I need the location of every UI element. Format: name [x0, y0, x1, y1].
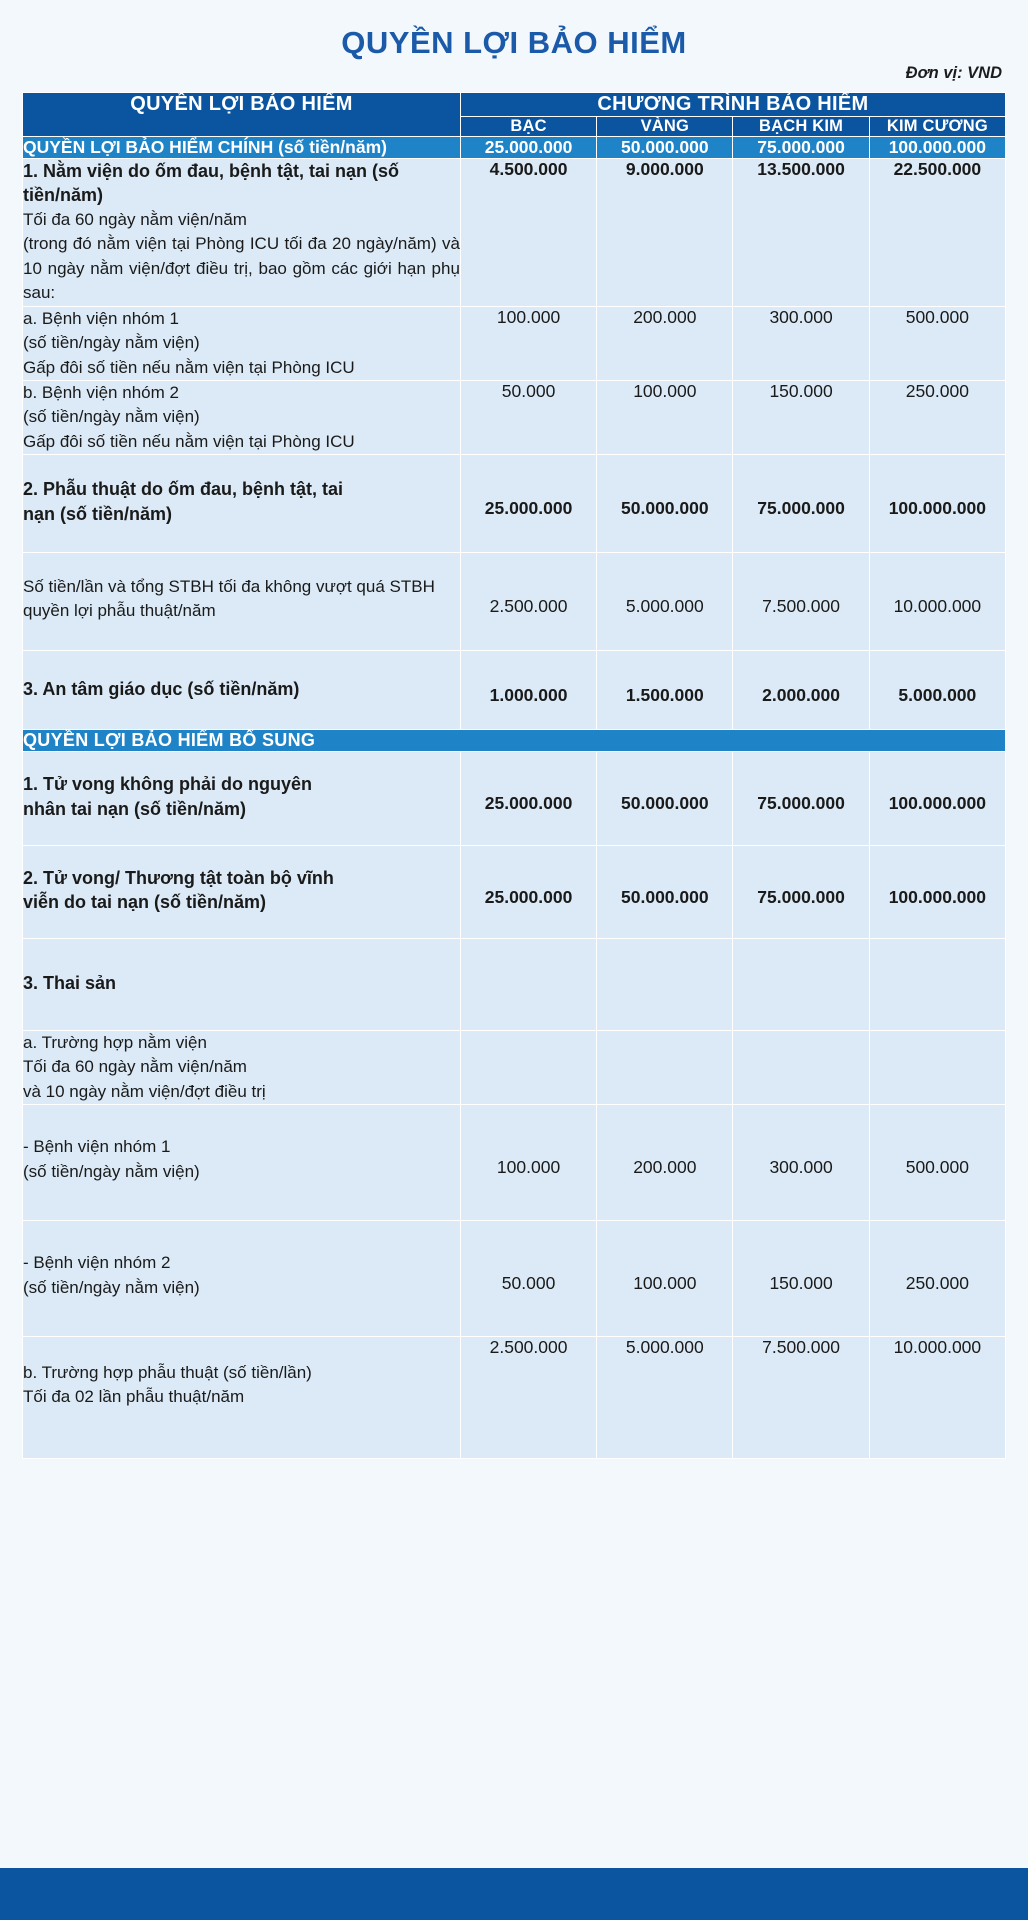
row-heading: 2. Phẫu thuật do ốm đau, bệnh tật, tai nạn (số tiền/năm) [23, 479, 344, 524]
row-detail-line: a. Bệnh viện nhóm 1 [23, 308, 179, 328]
row-value-vang: 50.000.000 [597, 752, 733, 846]
row-value-bach-kim: 7.500.000 [733, 552, 869, 650]
row-value-bach-kim: 7.500.000 [733, 1336, 869, 1458]
row-label [23, 650, 461, 729]
main-section-band-value-vang: 50.000.000 [597, 137, 733, 159]
benefits-table [22, 92, 1006, 1459]
row-value-vang: 100.000 [597, 380, 733, 454]
main-section-band-value-bach-kim: 75.000.000 [733, 137, 869, 159]
row-value-kim-cuong: 500.000 [869, 306, 1005, 380]
row-label [23, 1336, 461, 1458]
table-header-row-top [23, 93, 1006, 117]
row-value-bac [460, 939, 596, 1030]
header-program-group: CHƯƠNG TRÌNH BẢO HIỂM [460, 93, 1005, 117]
table-row [23, 159, 1006, 306]
header-plan-vang: VÀNG [597, 117, 733, 137]
row-label [23, 306, 461, 380]
table-row [23, 1105, 1006, 1221]
row-detail-line: a. Trường hợp nằm viện [23, 1032, 207, 1052]
table-row [23, 1030, 1006, 1104]
row-value-kim-cuong: 100.000.000 [869, 455, 1005, 553]
row-value-vang: 200.000 [597, 1105, 733, 1221]
row-value-vang [597, 939, 733, 1030]
unit-note: Đơn vị: VND [905, 64, 1002, 83]
row-value-bach-kim: 150.000 [733, 1221, 869, 1337]
row-value-vang: 1.500.000 [597, 650, 733, 729]
row-detail-line: Gấp đôi số tiền nếu nằm viện tại Phòng ICU [23, 357, 355, 377]
row-detail-line: Tối đa 60 ngày nằm viện/năm [23, 1057, 247, 1077]
row-value-vang: 9.000.000 [597, 159, 733, 306]
row-label [23, 1221, 461, 1337]
row-detail-line: và 10 ngày nằm viện/đợt điều trị [23, 1081, 266, 1101]
row-label [23, 455, 461, 553]
bottom-blue-bar [0, 1868, 1028, 1920]
row-value-kim-cuong: 500.000 [869, 1105, 1005, 1221]
table-row [23, 1221, 1006, 1337]
row-value-vang: 100.000 [597, 1221, 733, 1337]
row-label [23, 1030, 461, 1104]
row-detail-line: b. Trường hợp phẫu thuật (số tiền/lần) [23, 1362, 312, 1382]
row-value-bac: 50.000 [460, 380, 596, 454]
row-heading: 1. Nằm viện do ốm đau, bệnh tật, tai nạn (số tiền/năm) [23, 161, 400, 206]
row-value-bach-kim: 2.000.000 [733, 650, 869, 729]
row-value-vang: 5.000.000 [597, 552, 733, 650]
row-label [23, 552, 461, 650]
header-plan-bach-kim: BẠCH KIM [733, 117, 869, 137]
header-plan-kim-cuong: KIM CƯƠNG [869, 117, 1005, 137]
row-value-kim-cuong: 22.500.000 [869, 159, 1005, 306]
table-row [23, 650, 1006, 729]
row-value-bac: 2.500.000 [460, 552, 596, 650]
row-detail-line: Tối đa 02 lần phẫu thuật/năm [23, 1387, 245, 1407]
row-label [23, 159, 461, 306]
row-value-vang: 200.000 [597, 306, 733, 380]
table-body [23, 137, 1006, 1459]
row-value-bac: 100.000 [460, 1105, 596, 1221]
row-detail-line: - Bệnh viện nhóm 2 [23, 1253, 171, 1273]
row-value-vang: 50.000.000 [597, 455, 733, 553]
row-value-kim-cuong: 100.000.000 [869, 845, 1005, 939]
row-value-bac: 2.500.000 [460, 1336, 596, 1458]
row-label [23, 1105, 461, 1221]
row-value-bac: 25.000.000 [460, 455, 596, 553]
row-value-bach-kim: 300.000 [733, 1105, 869, 1221]
row-label [23, 752, 461, 846]
row-heading: 3. An tâm giáo dục (số tiền/năm) [23, 678, 300, 699]
row-value-kim-cuong [869, 939, 1005, 1030]
header-plan-bac: BẠC [460, 117, 596, 137]
row-label [23, 380, 461, 454]
row-value-kim-cuong: 10.000.000 [869, 552, 1005, 650]
row-heading: 2. Tử vong/ Thương tật toàn bộ vĩnh viễn do tai nạn (số tiền/năm) [23, 867, 334, 913]
row-value-bach-kim: 300.000 [733, 306, 869, 380]
row-value-bac: 25.000.000 [460, 752, 596, 846]
row-value-bach-kim: 150.000 [733, 380, 869, 454]
row-heading: 1. Tử vong không phải do nguyên nhân tai nạn (số tiền/năm) [23, 774, 313, 819]
row-detail-line: Gấp đôi số tiền nếu nằm viện tại Phòng ICU [23, 431, 355, 451]
row-value-bac: 4.500.000 [460, 159, 596, 306]
row-detail-line: (trong đó nằm viện tại Phòng ICU tối đa 20 ngày/năm) và 10 ngày nằm viện/đợt điều trị, bao gồm các giới hạn phụ sau: [23, 234, 460, 303]
row-label [23, 939, 461, 1030]
main-section-band-value-kim-cuong: 100.000.000 [869, 137, 1005, 159]
row-detail-line: (số tiền/ngày nằm viện) [23, 407, 200, 427]
bottom-spacer [22, 1459, 1006, 1493]
table-row [23, 845, 1006, 939]
row-value-bac: 100.000 [460, 306, 596, 380]
row-value-kim-cuong: 250.000 [869, 380, 1005, 454]
row-value-kim-cuong: 10.000.000 [869, 1336, 1005, 1458]
row-detail-line: Số tiền/lần và tổng STBH tối đa không vượt quá STBH quyền lợi phẫu thuật/năm [23, 576, 435, 621]
row-value-kim-cuong [869, 1030, 1005, 1104]
supplementary-section-band-label: QUYỀN LỢI BẢO HIỂM BỔ SUNG [23, 730, 1006, 752]
row-value-bach-kim [733, 939, 869, 1030]
table-header [23, 93, 1006, 137]
header-label-column: QUYỀN LỢI BẢO HIỂM [23, 93, 461, 137]
row-value-bach-kim: 75.000.000 [733, 752, 869, 846]
row-detail-line: (số tiền/ngày nằm viện) [23, 1161, 200, 1181]
supplementary-section-band-row [23, 730, 1006, 752]
row-value-bac: 50.000 [460, 1221, 596, 1337]
row-detail-line: - Bệnh viện nhóm 1 [23, 1137, 171, 1157]
row-value-bac: 1.000.000 [460, 650, 596, 729]
main-section-band-value-bac: 25.000.000 [460, 137, 596, 159]
row-label [23, 845, 461, 939]
table-row [23, 455, 1006, 553]
row-value-bach-kim: 13.500.000 [733, 159, 869, 306]
table-row [23, 306, 1006, 380]
row-value-bac: 25.000.000 [460, 845, 596, 939]
table-row [23, 752, 1006, 846]
table-row [23, 552, 1006, 650]
table-row [23, 939, 1006, 1030]
main-section-band-row [23, 137, 1006, 159]
row-detail-line: (số tiền/ngày nằm viện) [23, 333, 200, 353]
table-row [23, 1336, 1006, 1458]
row-value-vang: 50.000.000 [597, 845, 733, 939]
row-value-kim-cuong: 250.000 [869, 1221, 1005, 1337]
row-value-vang: 5.000.000 [597, 1336, 733, 1458]
row-value-kim-cuong: 100.000.000 [869, 752, 1005, 846]
row-detail-line: b. Bệnh viện nhóm 2 [23, 382, 179, 402]
row-value-vang [597, 1030, 733, 1104]
main-section-band-label: QUYỀN LỢI BẢO HIỂM CHÍNH (số tiền/năm) [23, 137, 461, 159]
row-value-bach-kim [733, 1030, 869, 1104]
row-value-bac [460, 1030, 596, 1104]
row-value-kim-cuong: 5.000.000 [869, 650, 1005, 729]
page-title: QUYỀN LỢI BẢO HIỂM [341, 25, 687, 60]
row-value-bach-kim: 75.000.000 [733, 845, 869, 939]
row-value-bach-kim: 75.000.000 [733, 455, 869, 553]
row-detail-line: (số tiền/ngày nằm viện) [23, 1277, 200, 1297]
table-row [23, 380, 1006, 454]
row-detail-line: Tối đa 60 ngày nằm viện/năm [23, 209, 247, 229]
row-heading: 3. Thai sản [23, 973, 117, 994]
